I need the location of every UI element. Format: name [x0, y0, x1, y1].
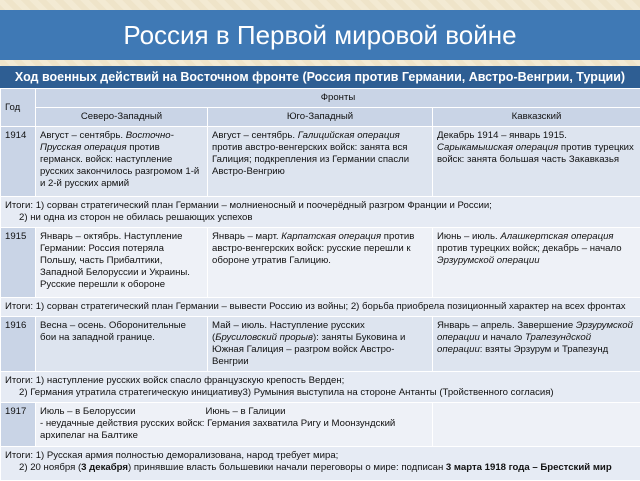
- cell-1917-caucasus: [433, 403, 640, 447]
- summary-1915: Итоги: 1) сорван стратегический план Германии – вывести Россию из войны; 2) борьба приобрела позиционный характер на всех фронтах: [1, 298, 640, 317]
- cell-1914-northwest: Август – сентябрь. Восточно-Прусская операция против германск. войск: наступление русских закончилось разгромом 1-й и 2-й русских армий: [36, 127, 208, 197]
- cell-1914-caucasus: Декабрь 1914 – январь 1915. Сарыкамышская операция против турецких войск: занята большая часть Закавказья: [433, 127, 640, 197]
- front-northwest-header: Северо-Западный: [36, 108, 208, 127]
- table-caption: Ход военных действий на Восточном фронте (Россия против Германии, Австро-Венгрии, Турции): [0, 66, 640, 88]
- cell-1916-caucasus: Январь – апрель. Завершение Эрзурумской операции и начало Трапезундской операции: взяты Эрзурум и Трапезунд: [433, 317, 640, 372]
- page-title: Россия в Первой мировой войне: [0, 10, 640, 60]
- summary-1916: Итоги: 1) наступление русских войск спасло французскую крепость Верден; 2) Германия утратила стратегическую инициативу3) Румыния выступила на стороне Антанты (Тройственного согласия): [1, 372, 640, 403]
- eastern-front-table: [0, 88, 640, 481]
- cell-1915-southwest: Январь – март. Карпатская операция против австро-венгерских войск: русские перешли к обороне утратив Галицию.: [208, 228, 433, 298]
- year-1914: 1914: [1, 127, 36, 197]
- fronts-header: Фронты: [36, 89, 640, 108]
- front-caucasus-header: Кавказский: [433, 108, 640, 127]
- cell-1914-southwest: Август – сентябрь. Галицийская операция против австро-венгерских войск: занята вся Галиция; подкрепления из Германии спасли Австро-Венгрию: [208, 127, 433, 197]
- year-1915: 1915: [1, 228, 36, 298]
- cell-1915-caucasus: Июнь – июль. Алашкертская операция против турецких войск; декабрь – начало Эрзурумской операции: [433, 228, 640, 298]
- year-1917: 1917: [1, 403, 36, 447]
- cell-1916-northwest: Весна – осень. Оборонительные бои на западной границе.: [36, 317, 208, 372]
- cell-1916-southwest: Май – июль. Наступление русских (Брусиловский прорыв): заняты Буковина и Южная Галиция – разгром войск Австро-Венгрии: [208, 317, 433, 372]
- summary-1917: Итоги: 1) Русская армия полностью деморализована, народ требует мира; 2) 20 ноября (3 декабря) принявшие власть большевики начали переговоры о мире: подписан 3 марта 1918 года – Брестский мир: [1, 447, 640, 481]
- summary-1914: Итоги: 1) сорван стратегический план Германии – молниеносный и поочерёдный разгром Франции и России; 2) ни одна из сторон не обилась решающих успехов: [1, 197, 640, 228]
- year-1916: 1916: [1, 317, 36, 372]
- front-southwest-header: Юго-Западный: [208, 108, 433, 127]
- cell-1917-northwest-southwest: Июль – в Белоруссии Июнь – в Галиции - неудачные действия русских войск: Германия захватила Ригу и Моонзундский архипелаг на Балтике: [36, 403, 433, 447]
- cell-1915-northwest: Январь – октябрь. Наступление Германии: Россия потеряла Польшу, часть Прибалтики, Западной Белоруссии и Украины. Русские перешли к обороне: [36, 228, 208, 298]
- year-header: Год: [1, 89, 36, 127]
